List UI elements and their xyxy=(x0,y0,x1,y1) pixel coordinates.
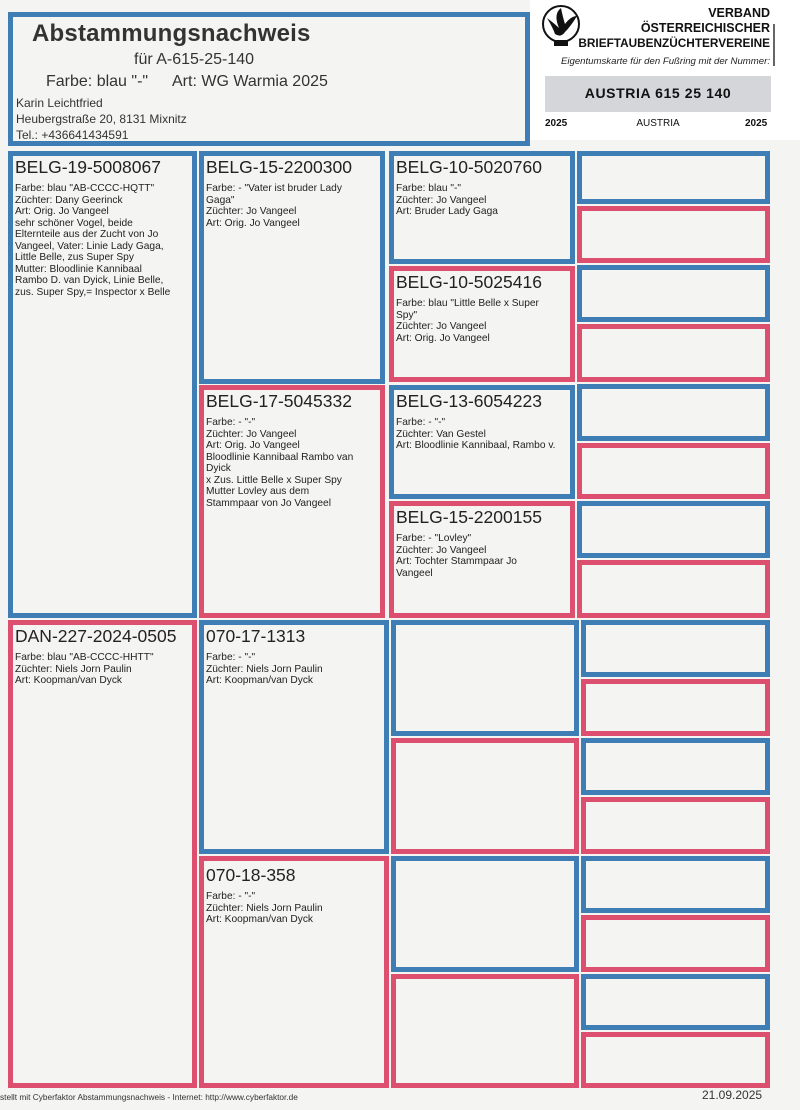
pedigree-box-empty xyxy=(581,620,770,677)
pedigree-box-empty xyxy=(577,265,770,322)
pedigree-text-line: sehr schöner Vogel, beide xyxy=(15,217,133,229)
pedigree-text-line: Züchter: Jo Vangeel xyxy=(396,321,487,332)
pedigree-text-line: Farbe: - "-" xyxy=(206,891,256,902)
pedigree-text-line: Mutter Lovley aus dem xyxy=(206,486,310,497)
pedigree-text-line: Züchter: Niels Jorn Paulin xyxy=(206,902,323,914)
ring-number: BELG-10-5020760 xyxy=(396,157,542,177)
ring-number: DAN-227-2024-0505 xyxy=(15,626,177,646)
pedigree-text-line: Farbe: blau "-" xyxy=(396,183,461,194)
pedigree-text-line: Dyick xyxy=(206,463,231,474)
pedigree-text-line: Art: Bruder Lady Gaga xyxy=(396,206,498,217)
pedigree-text-line: Farbe: - "Lovley" xyxy=(396,533,472,544)
pedigree-box-empty xyxy=(581,974,770,1030)
subject-ring-line: für A-615-25-140 xyxy=(134,51,255,68)
pedigree-text-line: Art: Orig. Jo Vangeel xyxy=(206,217,300,229)
pedigree-text-line: Farbe: - "-" xyxy=(206,652,256,663)
pedigree-text-line: Züchter: Niels Jorn Paulin xyxy=(15,663,132,675)
pedigree-text-line: Züchter: Van Gestel xyxy=(396,428,486,440)
owner-phone: Tel.: +436641434591 xyxy=(16,128,129,142)
association-name-line-2: ÖSTERREICHISCHER xyxy=(640,21,770,35)
card-year-right: 2025 xyxy=(745,118,768,129)
pedigree-box-empty xyxy=(577,384,770,441)
pedigree-text-line: Vangeel, Vater: Linie Lady Gaga, xyxy=(15,240,164,252)
pedigree-box-empty xyxy=(581,856,770,913)
pedigree-text-line: Farbe: blau "Little Belle x Super xyxy=(396,298,539,309)
footer-date: 21.09.2025 xyxy=(702,1088,763,1102)
pedigree-text-line: Bloodlinie Kannibaal Rambo van xyxy=(206,451,354,463)
card-edge-mark xyxy=(773,24,775,66)
pedigree-box-gen3-4 xyxy=(389,501,575,618)
pedigree-box-gen3-3 xyxy=(389,385,575,499)
pedigree-box-empty xyxy=(391,738,579,854)
pedigree-text-line: Farbe: - "-" xyxy=(206,417,256,428)
pedigree-box-empty xyxy=(581,797,770,854)
pedigree-text-line: Vangeel xyxy=(396,567,433,579)
pedigree-text-line: Spy" xyxy=(396,309,418,321)
pedigree-text-line: Farbe: blau "AB-CCCC-HHTT" xyxy=(15,652,154,663)
pedigree-box-empty xyxy=(577,324,770,382)
ring-number: BELG-15-2200300 xyxy=(206,157,352,177)
pedigree-text-line: Little Belle, zus Super Spy xyxy=(15,252,134,263)
pedigree-box-empty xyxy=(391,974,579,1088)
pedigree-text-line: x Zus. Little Belle x Super Spy xyxy=(206,474,342,486)
ownership-card-note: Eigentumskarte für den Fußring mit der Nummer: xyxy=(560,56,770,67)
pedigree-text-line: Gaga" xyxy=(206,194,235,206)
pedigree-box-empty xyxy=(577,206,770,263)
pedigree-box-gen3-1 xyxy=(389,151,575,264)
pedigree-box-empty xyxy=(577,443,770,499)
pedigree-text-line: Züchter: Dany Geerinck xyxy=(15,194,123,206)
owner-name: Karin Leichtfried xyxy=(16,96,103,110)
pedigree-text-line: Farbe: - "-" xyxy=(396,417,446,428)
pedigree-text-line: Züchter: Jo Vangeel xyxy=(206,428,297,440)
subject-color: Farbe: blau "-" xyxy=(46,73,149,90)
pedigree-box-empty xyxy=(577,560,770,618)
ring-number: BELG-13-6054223 xyxy=(396,391,542,411)
ring-number: 070-17-1313 xyxy=(206,626,306,646)
pedigree-box-maternal-grandmother xyxy=(199,856,389,1088)
pedigree-text-line: Art: Koopman/van Dyck xyxy=(206,675,314,686)
pedigree-box-father xyxy=(8,151,197,618)
pedigree-text-line: Art: Orig. Jo Vangeel xyxy=(396,332,490,344)
subject-strain: Art: WG Warmia 2025 xyxy=(172,73,328,90)
pedigree-text-line: Art: Orig. Jo Vangeel xyxy=(206,440,300,451)
pedigree-box-mother xyxy=(8,620,197,1088)
pedigree-text-line: Züchter: Jo Vangeel xyxy=(396,194,487,206)
pedigree-box-empty xyxy=(581,738,770,795)
ring-number: AUSTRIA 615 25 140 xyxy=(584,85,732,101)
pedigree-box-maternal-grandfather xyxy=(199,620,389,854)
pedigree-box-empty xyxy=(581,915,770,972)
pedigree-box-empty xyxy=(391,620,579,736)
pedigree-text-line: Züchter: Jo Vangeel xyxy=(396,544,487,556)
pedigree-box-empty xyxy=(577,501,770,558)
pedigree-text-line: Züchter: Jo Vangeel xyxy=(206,206,297,217)
association-name-line-1: VERBAND xyxy=(708,6,770,20)
page-title: Abstammungsnachweis xyxy=(32,20,311,47)
pedigree-text-line: Elternteile aus der Zucht von Jo xyxy=(15,229,159,240)
pedigree-box-paternal-grandmother xyxy=(199,385,385,618)
pedigree-text-line: Mutter: Bloodlinie Kannibaal xyxy=(15,263,142,275)
pedigree-text-line: Art: Bloodlinie Kannibaal, Rambo v. xyxy=(396,440,556,451)
pedigree-text-line: Züchter: Niels Jorn Paulin xyxy=(206,663,323,675)
pedigree-text-line: Farbe: - "Vater ist bruder Lady xyxy=(206,183,342,194)
card-country: AUSTRIA xyxy=(636,118,680,129)
card-year-left: 2025 xyxy=(545,118,568,129)
pedigree-text-line: zus. Super Spy,= Inspector x Belle xyxy=(15,286,171,298)
ring-number: BELG-10-5025416 xyxy=(396,272,542,292)
ring-number: 070-18-358 xyxy=(206,865,296,885)
pedigree-text-line: Art: Koopman/van Dyck xyxy=(206,914,314,925)
ring-number: BELG-19-5008067 xyxy=(15,157,161,177)
pedigree-text-line: Rambo D. van Dyick, Linie Belle, xyxy=(15,275,164,286)
pedigree-box-empty xyxy=(581,1032,770,1088)
pedigree-text-line: Stammpaar von Jo Vangeel xyxy=(206,497,331,509)
pedigree-box-gen3-2 xyxy=(389,266,575,382)
ring-number: BELG-15-2200155 xyxy=(396,507,542,527)
pedigree-box-empty xyxy=(577,151,770,204)
owner-address: Heubergstraße 20, 8131 Mixnitz xyxy=(16,112,187,126)
pedigree-text-line: Art: Orig. Jo Vangeel xyxy=(15,206,109,217)
pedigree-text-line: Art: Tochter Stammpaar Jo xyxy=(396,556,517,567)
ring-number: BELG-17-5045332 xyxy=(206,391,352,411)
pedigree-box-paternal-grandfather xyxy=(199,151,385,384)
association-name-line-3: BRIEFTAUBENZÜCHTERVEREINE xyxy=(578,36,770,50)
pedigree-box-empty xyxy=(581,679,770,736)
pedigree-box-empty xyxy=(391,856,579,972)
pedigree-text-line: Farbe: blau "AB-CCCC-HQTT" xyxy=(15,183,155,194)
pedigree-text-line: Art: Koopman/van Dyck xyxy=(15,675,123,686)
footer-credit: stellt mit Cyberfaktor Abstammungsnachweis - Internet: http://www.cyberfaktor.de xyxy=(0,1092,298,1102)
